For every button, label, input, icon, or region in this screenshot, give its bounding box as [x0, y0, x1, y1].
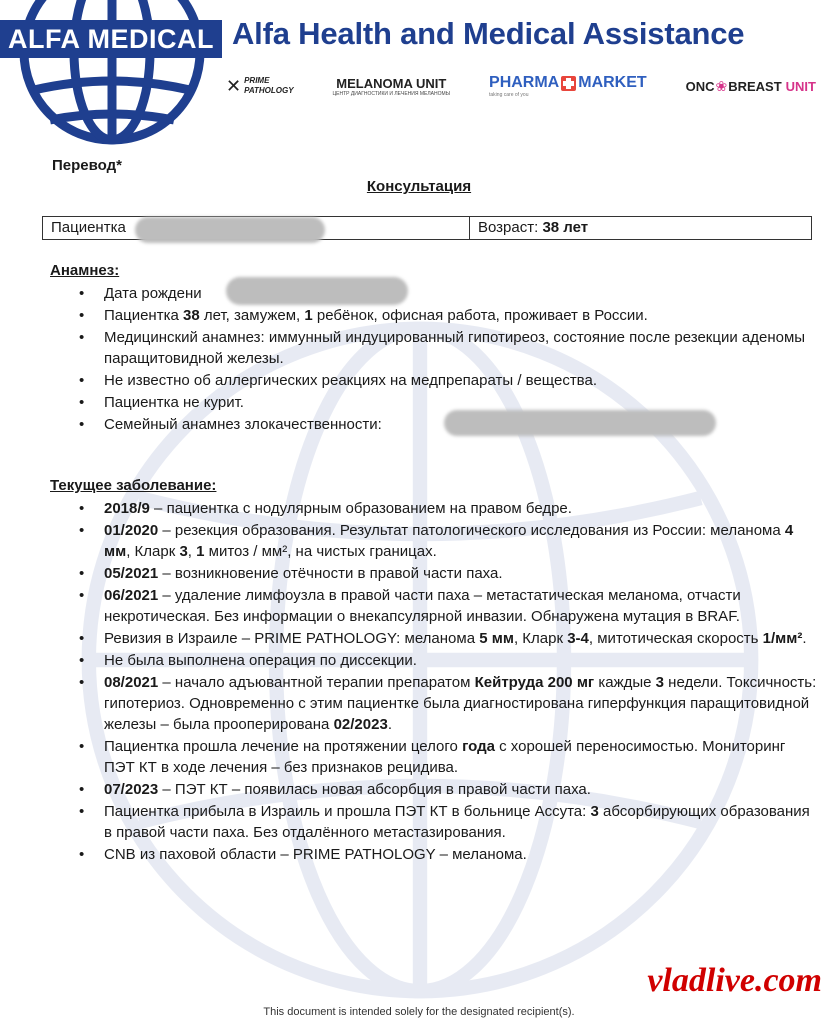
birth-date-label: Дата рождени — [104, 285, 202, 302]
ribbon-icon: ❀ — [715, 77, 728, 94]
partner-logos — [226, 66, 816, 106]
list-item: • Не была выполнена операция по диссекции. — [50, 650, 820, 671]
list-item: • 2018/9 – пациентка с нодулярным образованием на правом бедре. — [50, 498, 820, 519]
organization-title: Alfa Health and Medical Assistance — [232, 16, 745, 51]
breast-word: BREAST — [728, 78, 782, 94]
melanoma-unit-name: MELANOMA UNIT — [336, 75, 447, 91]
age-value: 38 лет — [542, 219, 589, 236]
pharma-tagline: taking care of you — [489, 92, 529, 98]
current-disease-heading: Текущее заболевание: — [50, 477, 217, 494]
patient-info-table — [42, 216, 812, 240]
translation-label: Перевод* — [52, 157, 122, 174]
patient-cell — [43, 217, 470, 239]
age-cell — [470, 217, 811, 239]
current-disease-section — [50, 477, 820, 866]
prime-line2: PATHOLOGY — [244, 86, 294, 95]
list-item: • 08/2021 – начало адъювантной терапии препаратом Кейтруда 200 мг каждые 3 недели. Токсичность: гипотериоз. Одновременно с этим пациентке была диагностирована гиперфункция паращитовидной железы – была прооперирована 02/2023. — [50, 672, 820, 735]
list-item: • CNB из паховой области – PRIME PATHOLOGY – меланома. — [50, 844, 820, 865]
anamnesis-heading: Анамнез: — [50, 262, 120, 279]
list-item: • 06/2021 – удаление лимфоузла в правой части паха – метастатическая меланома, отчасти некротическая. Без информации о внекапсулярной инвазии. Обнаружена мутация в BRAF. — [50, 585, 820, 627]
list-item — [50, 414, 820, 435]
list-item: • 01/2020 – резекция образования. Результат патологического исследования из России: меланома 4 мм, Кларк 3, 1 митоз / мм², на чистых границах. — [50, 520, 820, 562]
prime-pathology-logo — [226, 76, 294, 96]
anamnesis-section — [50, 262, 820, 436]
family-history-label: Семейный анамнез злокачественности: — [104, 416, 382, 433]
list-item: • Медицинский анамнез: иммунный индуцированный гипотиреоз, состояние после резекции аденомы паращитовидной железы. — [50, 327, 820, 369]
pharma-market-logo — [489, 74, 647, 98]
redacted-birth-date — [226, 277, 408, 305]
patient-label: Пациентка — [51, 219, 126, 236]
pharma-word: PHARMA — [489, 74, 560, 91]
list-item: • 05/2021 – возникновение отёчности в правой части паха. — [50, 563, 820, 584]
footer-notice: This document is intended solely for the designated recipient(s). — [263, 1006, 575, 1018]
medical-cross-icon — [561, 76, 576, 91]
source-watermark: vladlive.com — [647, 962, 822, 999]
onco-unit-word: UNIT — [785, 78, 816, 94]
letterhead — [0, 0, 838, 140]
onco-breast-unit-logo — [686, 78, 816, 95]
document-title: Консультация — [366, 178, 472, 195]
prime-x-icon: ✕ — [226, 76, 242, 96]
melanoma-unit-subtitle: ЦЕНТР ДИАГНОСТИКИ И ЛЕЧЕНИЯ МЕЛАНОМЫ — [332, 90, 451, 97]
list-item: • Пациентка прибыла в Израиль и прошла ПЭТ КТ в больнице Ассута: 3 абсорбирующих образования в правой части паха. Без отдалённого метастазирования. — [50, 801, 820, 843]
redacted-patient-name — [135, 217, 325, 243]
redacted-family-history — [444, 410, 716, 436]
market-word: MARKET — [578, 74, 647, 91]
list-item: • Пациентка прошла лечение на протяжении целого года с хорошей переносимостью. Мониторинг ПЭТ КТ в ходе лечения – без признаков рецидива. — [50, 736, 820, 778]
list-item: • Не известно об аллергических реакциях на медпрепараты / вещества. — [50, 370, 820, 391]
age-label: Возраст: — [478, 219, 539, 236]
onco-word: ONC — [685, 78, 715, 94]
melanoma-unit-logo — [332, 76, 450, 97]
list-item: • Пациентка не курит. — [50, 392, 820, 413]
list-item — [50, 283, 820, 304]
prime-line1: PRIME — [244, 76, 270, 85]
list-item: • Пациентка 38 лет, замужем, 1 ребёнок, офисная работа, проживает в России. — [50, 305, 820, 326]
list-item: • 07/2023 – ПЭТ КТ – появилась новая абсорбция в правой части паха. — [50, 779, 820, 800]
logo-text: ALFA MEDICAL — [0, 20, 222, 58]
list-item: • Ревизия в Израиле – PRIME PATHOLOGY: меланома 5 мм, Кларк 3-4, митотическая скорость 1/мм². — [50, 628, 820, 649]
